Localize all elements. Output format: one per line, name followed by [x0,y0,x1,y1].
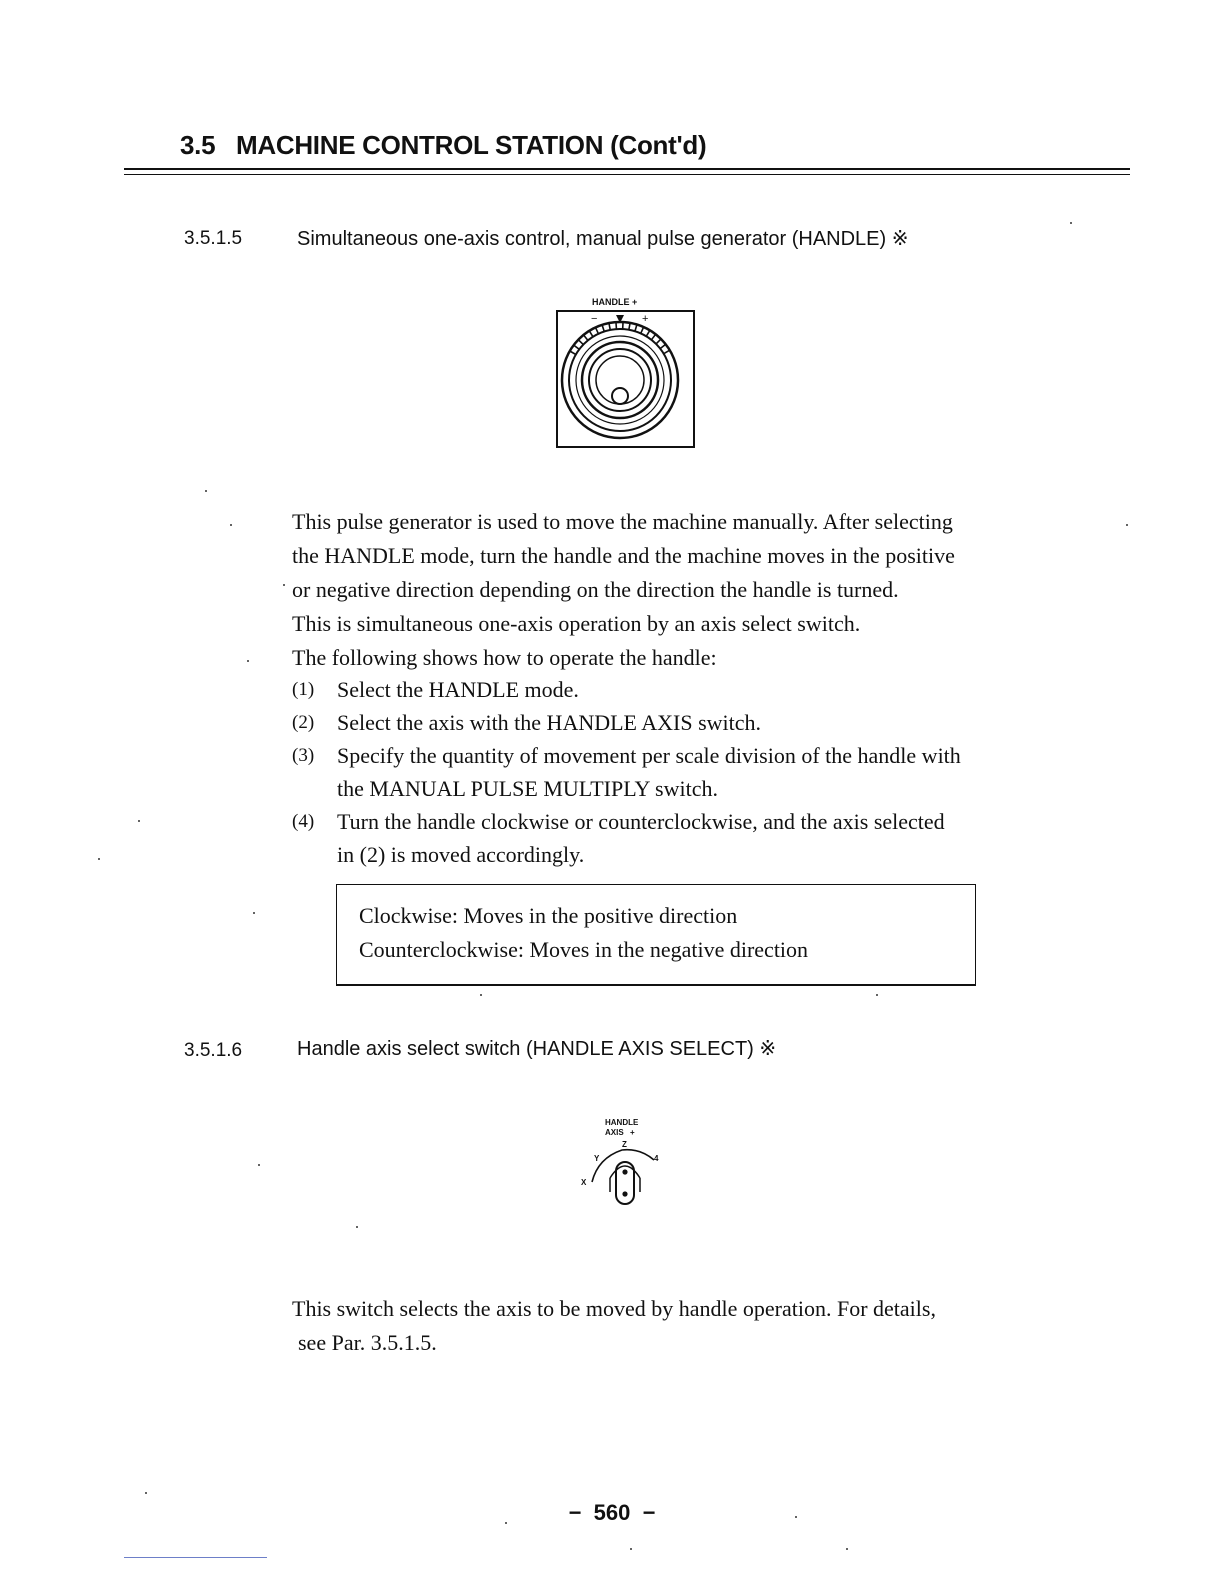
axis-position-4: 4 [654,1154,659,1163]
step-text: in (2) is moved accordingly. [337,842,585,867]
note-line-counterclockwise: Counterclockwise: Moves in the negative direction [359,937,809,962]
body-line: This switch selects the axis to be moved by handle operation. For details, [292,1296,936,1321]
page-title: 3.5 MACHINE CONTROL STATION (Cont'd) [180,130,707,160]
header-rule-thick [124,168,1130,170]
header-rule-thin [124,174,1130,175]
subsection-title: Handle axis select switch (HANDLE AXIS SELECT) ※ [297,1038,777,1060]
axis-position-y: Y [594,1154,600,1163]
step-text: Select the HANDLE mode. [337,677,579,702]
note-line-clockwise: Clockwise: Moves in the positive direction [359,903,738,928]
step-number: (4) [292,811,315,832]
handle-dial-icon [540,292,710,452]
step-text: Specify the quantity of movement per scale division of the handle with [337,743,961,768]
handle-description [292,505,1092,675]
step-item [292,805,1092,871]
direction-note-box [336,884,976,986]
step-text: Select the axis with the HANDLE AXIS switch. [337,710,762,735]
step-text: Turn the handle clockwise or counterclockwise, and the axis selected [337,809,945,834]
axis-label-line2: AXIS [605,1128,624,1137]
step-number: (1) [292,679,315,700]
axis-position-z: Z [622,1140,627,1149]
operation-steps [292,673,1092,871]
handle-top-label: HANDLE + [592,297,638,307]
axis-select-figure [570,1112,670,1212]
body-line: the HANDLE mode, turn the handle and the machine moves in the positive [292,543,955,568]
body-line: This is simultaneous one-axis operation by an axis select switch. [292,611,861,636]
step-item [292,739,1092,805]
body-line: This pulse generator is used to move the machine manually. After selecting [292,509,953,534]
axis-label-line1: HANDLE [605,1118,639,1127]
subsection-title: Simultaneous one-axis control, manual pulse generator (HANDLE) ※ [297,228,909,250]
body-line: see Par. 3.5.1.5. [298,1330,437,1355]
step-number: (2) [292,712,315,733]
step-text: the MANUAL PULSE MULTIPLY switch. [337,776,718,801]
handle-figure [540,292,710,452]
step-item [292,673,1092,706]
subsection-number: 3.5.1.5 [184,228,243,249]
body-line: or negative direction depending on the direction the handle is turned. [292,577,899,602]
subsection-number: 3.5.1.6 [184,1040,243,1061]
axis-position-x: X [581,1178,587,1187]
axis-label-plus: + [630,1128,635,1137]
axis-select-description [292,1292,1092,1360]
handle-plus-label: + [642,313,649,325]
footer-rule [124,1557,267,1558]
step-item [292,706,1092,739]
handle-minus-label: − [591,313,598,325]
page-number: − 560 − [568,1500,656,1525]
body-line: The following shows how to operate the handle: [292,645,717,670]
step-number: (3) [292,745,315,766]
axis-select-knob-icon [570,1112,670,1212]
